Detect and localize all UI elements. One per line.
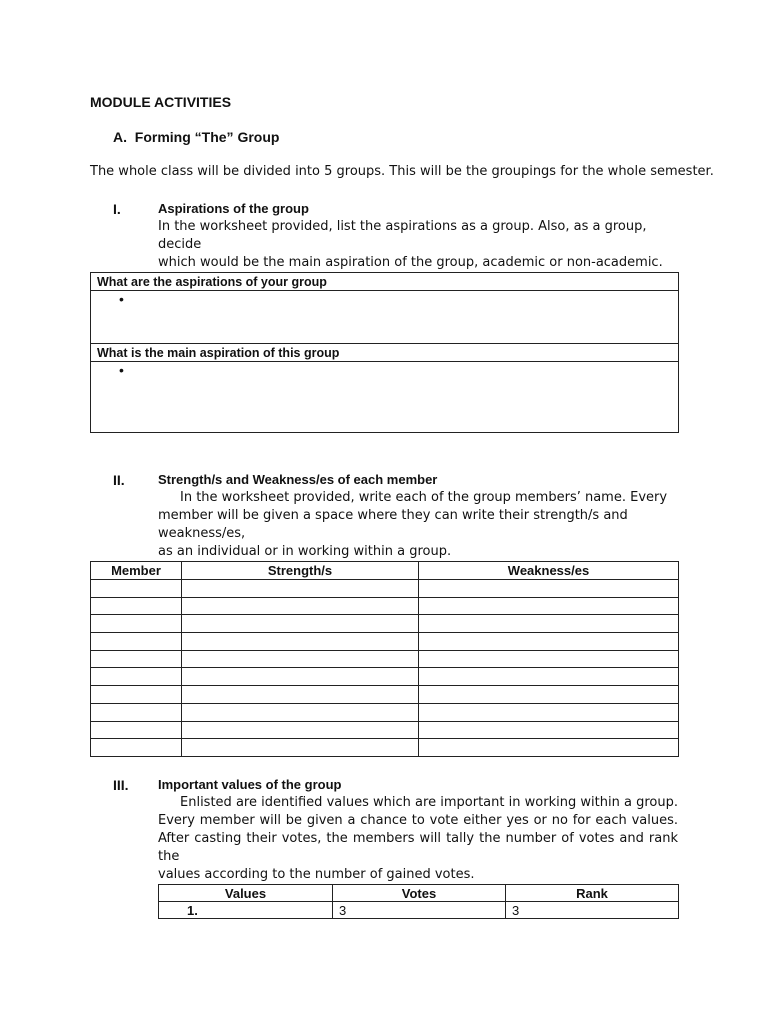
part2-number: II. [113,472,125,488]
table-row [91,615,679,633]
part1-line: In the worksheet provided, list the aspirations as a group. Also, as a group, decide [158,219,647,252]
part3-line: Every member will be given a chance to vote either yes or no for each values. [158,813,678,828]
member-cell[interactable] [91,686,182,704]
rank-header: Rank [506,885,679,902]
section-a-label: A. [113,129,127,145]
table-row [91,739,679,757]
weakness-cell[interactable] [419,597,679,615]
part3-line: Enlisted are identified values which are important in working within a group. [180,795,678,810]
votes-header: Votes [333,885,506,902]
strengths-table [90,561,679,757]
page-heading: MODULE ACTIVITIES [90,94,232,110]
member-cell[interactable] [91,615,182,633]
strength-cell[interactable] [182,650,419,668]
values-header: Values [159,885,333,902]
part3-line: values according to the number of gained votes. [158,867,475,882]
rank-cell[interactable]: 3 [506,902,679,919]
member-cell[interactable] [91,739,182,757]
weakness-cell[interactable] [419,721,679,739]
weakness-cell[interactable] [419,580,679,598]
aspirations-table [90,272,679,433]
aspirations-entry[interactable] [91,291,679,344]
part2-line: member will be given a space where they can write their strength/s and weakness/es, [158,508,628,541]
part1-number: I. [113,201,121,217]
weakness-cell[interactable] [419,615,679,633]
weakness-cell[interactable] [419,686,679,704]
values-table [158,884,679,919]
weaknesses-header: Weakness/es [419,562,679,580]
value-cell[interactable]: 1. [159,902,333,919]
weakness-cell[interactable] [419,739,679,757]
table-row [91,650,679,668]
strength-cell[interactable] [182,703,419,721]
intro-text: The whole class will be divided into 5 groups. This will be the groupings for the whole semester. [90,164,714,179]
strength-cell[interactable] [182,739,419,757]
member-cell[interactable] [91,597,182,615]
table-row [91,597,679,615]
weakness-cell[interactable] [419,668,679,686]
table-row [91,580,679,598]
part1-paragraph [158,218,678,272]
strengths-header: Strength/s [182,562,419,580]
aspirations-header: What are the aspirations of your group [91,273,679,291]
main-aspiration-header: What is the main aspiration of this group [91,344,679,362]
member-cell[interactable] [91,668,182,686]
bullet: • [119,362,124,378]
part2-line: as an individual or in working within a group. [158,544,452,559]
table-row [91,721,679,739]
member-cell[interactable] [91,580,182,598]
member-header: Member [91,562,182,580]
part2-line: In the worksheet provided, write each of the group members’ name. Every [180,490,668,505]
section-a-text: Forming “The” Group [134,129,280,145]
table-row [91,686,679,704]
strength-cell[interactable] [182,721,419,739]
member-cell[interactable] [91,633,182,651]
table-row [91,703,679,721]
votes-cell[interactable]: 3 [333,902,506,919]
weakness-cell[interactable] [419,650,679,668]
main-aspiration-entry[interactable] [91,362,679,433]
part2-title: Strength/s and Weakness/es of each member [158,472,438,487]
member-cell[interactable] [91,650,182,668]
strength-cell[interactable] [182,597,419,615]
table-row [159,902,679,919]
strength-cell[interactable] [182,633,419,651]
part3-title: Important values of the group [158,777,342,792]
strength-cell[interactable] [182,686,419,704]
part3-number: III. [113,777,129,793]
table-row [91,668,679,686]
strength-cell[interactable] [182,615,419,633]
section-a-title [113,129,279,145]
strength-cell[interactable] [182,580,419,598]
part3-line: After casting their votes, the members will tally the number of votes and rank the [158,831,678,864]
member-cell[interactable] [91,703,182,721]
part1-title: Aspirations of the group [158,201,309,216]
part1-line: which would be the main aspiration of the group, academic or non-academic. [158,255,663,270]
weakness-cell[interactable] [419,633,679,651]
table-row [91,633,679,651]
weakness-cell[interactable] [419,703,679,721]
bullet: • [119,291,124,307]
member-cell[interactable] [91,721,182,739]
strength-cell[interactable] [182,668,419,686]
part2-paragraph [158,489,683,561]
part3-paragraph [158,794,678,884]
